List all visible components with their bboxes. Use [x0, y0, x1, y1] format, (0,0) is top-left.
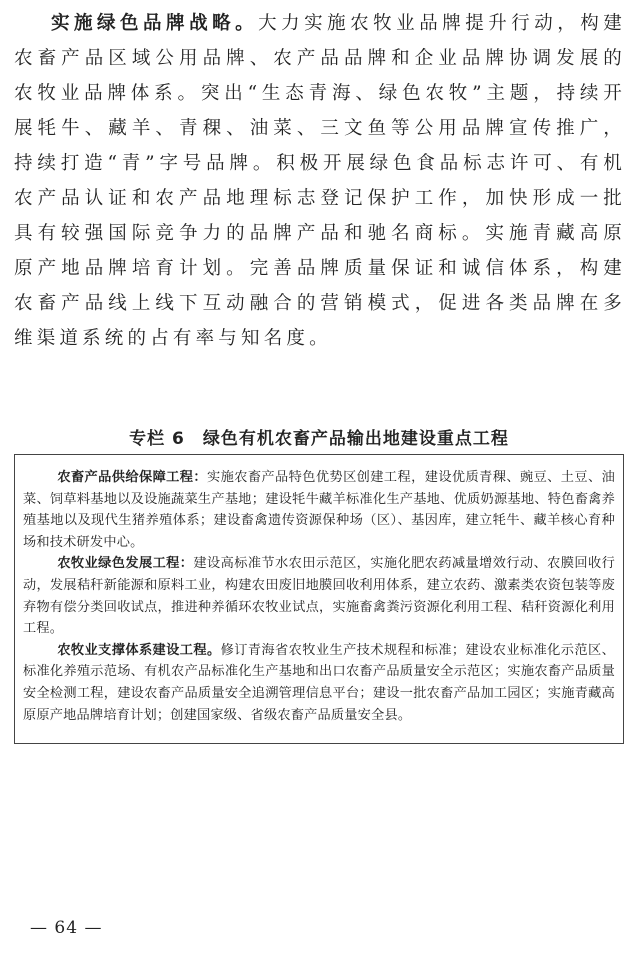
paragraph-lead: 实施绿色品牌战略。: [51, 13, 259, 34]
box-item: [23, 553, 615, 639]
box-item-lead: 农畜产品供给保障工程：: [57, 470, 207, 485]
box-item-text: 实施农畜产品特色优势区创建工程，建设优质青稞、豌豆、土豆、油菜、饲草料基地以及设施蔬菜生产基地；建设牦牛藏羊标准化生产基地、优质奶源基地、特色畜禽养殖基地以及现代生猪养殖体系；建设畜禽遗传资源保种场（区）、基因库，建立牦牛、藏羊核心育种场和技术研发中心。: [23, 470, 616, 550]
box-title: 专栏 6 绿色有机农畜产品输出地建设重点工程: [129, 429, 509, 449]
box-item-lead: 农牧业支撑体系建设工程。: [57, 642, 221, 658]
box-item-lead: 农牧业绿色发展工程：: [57, 556, 194, 572]
box-item: [23, 467, 615, 553]
box-item-text: 修订青海省农牧业生产技术规程和标准；建设农业标准化示范区、标准化养殖示范场、有机农产品标准化生产基地和出口农畜产品质量安全示范区；实施农畜产品质量安全检测工程，建设农畜产品质量安全追溯管理信息平台；建设一批农畜产品加工园区；实施青藏高原原产地品牌培育计划；创建国家级、省级农畜产品质量安全县。: [23, 642, 615, 723]
paragraph-text: 大力实施农牧业品牌提升行动，构建农畜产品区域公用品牌、农产品品牌和企业品牌协调发展的农牧业品牌体系。突出“生态青海、绿色农牧”主题，持续开展牦牛、藏羊、青稞、油菜、三文鱼等公用品牌宣传推广，持续打造“青”字号品牌。积极开展绿色食品标志许可、有机农产品认证和农产品地理标志登记保护工作，加快形成一批具有较强国际竞争力的品牌产品和驰名商标。实施青藏高原原产地品牌培育计划。完善品牌质量保证和诚信体系，构建农畜产品线上线下互动融合的营销模式，促进各类品牌在多维渠道系统的占有率与知名度。: [14, 13, 626, 349]
project-box: [14, 454, 624, 744]
page-number: — 64 —: [30, 918, 103, 938]
box-item-text: 建设高标准节水农田示范区，实施化肥农药减量增效行动、农膜回收行动，发展秸秆新能源和原料工业，构建农田废旧地膜回收利用体系，建立农药、激素类农资包装等废弃物有偿分类回收试点，推进种养循环农牧业试点，实施畜禽粪污资源化利用工程、秸秆资源化利用工程。: [23, 556, 615, 637]
box-item: [23, 640, 615, 726]
body-paragraph: [14, 6, 626, 356]
